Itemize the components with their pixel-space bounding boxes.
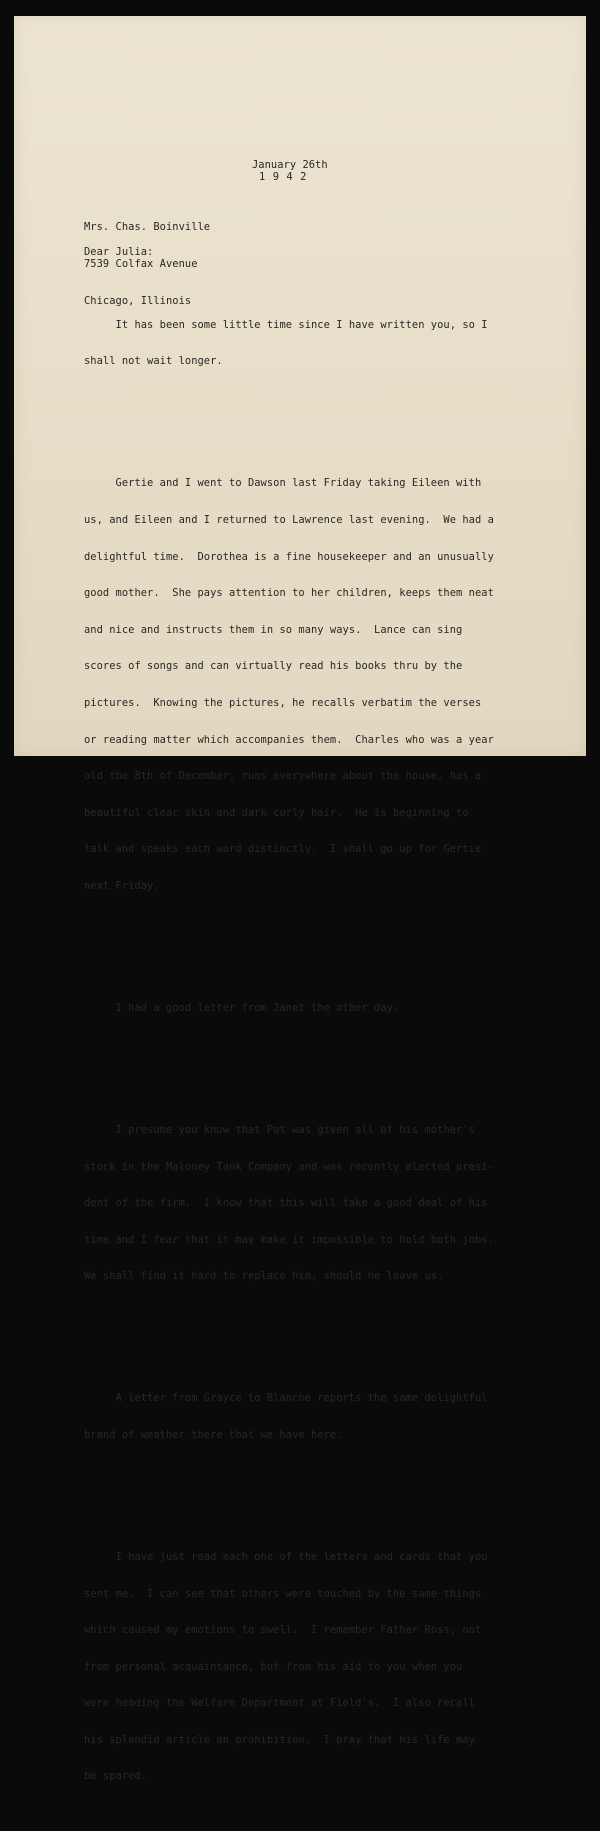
body-line: brand of weather there that we have here. [84, 1428, 343, 1441]
body-line: I have just read each one of the letters and cards that you [84, 1550, 488, 1563]
body-line: pictures. Knowing the pictures, he recalls verbatim the verses [84, 696, 482, 709]
body-line: us, and Eileen and I returned to Lawrence last evening. We had a [84, 514, 494, 526]
salutation: Dear Julia: [84, 246, 154, 258]
body-line: talk and speaks each word distinctly. I shall go up for Gertie [84, 843, 482, 856]
body-line: and nice and instructs them in so many ways. Lance can sing [84, 623, 463, 636]
body-line: It has been some little time since I have written you, so I [84, 318, 488, 331]
body-line: A letter from Grayce to Blanche reports the same delightful [84, 1392, 488, 1405]
paragraph-6 [84, 1527, 494, 1808]
paragraph-1 [84, 294, 494, 392]
body-line: next Friday. [84, 879, 160, 892]
address-line-city: Chicago, Illinois [84, 294, 192, 307]
paragraph-5 [84, 1368, 494, 1466]
body-line: or reading matter which accompanies them. Charles who was a year [84, 733, 494, 746]
address-line-street: 7539 Colfax Avenue [84, 258, 198, 270]
body-line: beautiful clear skin and dark curly hair. He is beginning to [84, 806, 469, 819]
date-year: 1 9 4 2 [259, 171, 307, 183]
body-line: Gertie and I went to Dawson last Friday taking Eileen with [84, 477, 482, 490]
body-line: good mother. She pays attention to her children, keeps them neat [84, 587, 494, 600]
letter-body [84, 270, 494, 1831]
body-line: I presume you know that Pat was given all of his mother's [84, 1123, 475, 1136]
body-line: shall not wait longer. [84, 355, 223, 368]
body-line: were heading the Welfare Department at Field's. I also recall [84, 1697, 475, 1710]
address-line-name: Mrs. Chas. Boinville [84, 221, 211, 234]
paragraph-3 [84, 978, 494, 1039]
date-month-day: January 26th [252, 159, 328, 171]
body-line: time and I fear that it may make it impossible to hold both jobs. [84, 1233, 494, 1246]
body-line: scores of songs and can virtually read his books thru by the [84, 660, 463, 673]
paragraph-4 [84, 1100, 494, 1307]
body-line: delightful time. Dorothea is a fine housekeeper and an unusually [84, 550, 494, 563]
paragraph-2 [84, 453, 494, 917]
body-line: I had a good letter from Janet the other day. [84, 1001, 400, 1014]
body-line: be spared. [84, 1770, 148, 1783]
body-line: sent me. I can see that others were touched by the same things [84, 1587, 482, 1600]
body-line: old the 8th of December, runs everywhere about the house, has a [84, 770, 482, 783]
body-line: dent of the firm. I know that this will take a good deal of his [84, 1197, 488, 1210]
body-line: which caused my emotions to swell. I remember Father Ross, not [84, 1624, 482, 1637]
body-line: stock in the Maloney Tank Company and was recently elected presi- [84, 1160, 494, 1173]
body-line: from personal acquaintance, but from his aid to you when you [84, 1660, 463, 1673]
body-line: his splendid article on prohibition. I pray that his life may [84, 1733, 475, 1746]
body-line: We shall find it hard to replace him, should he leave us. [84, 1270, 444, 1283]
letter-page [14, 16, 586, 1783]
